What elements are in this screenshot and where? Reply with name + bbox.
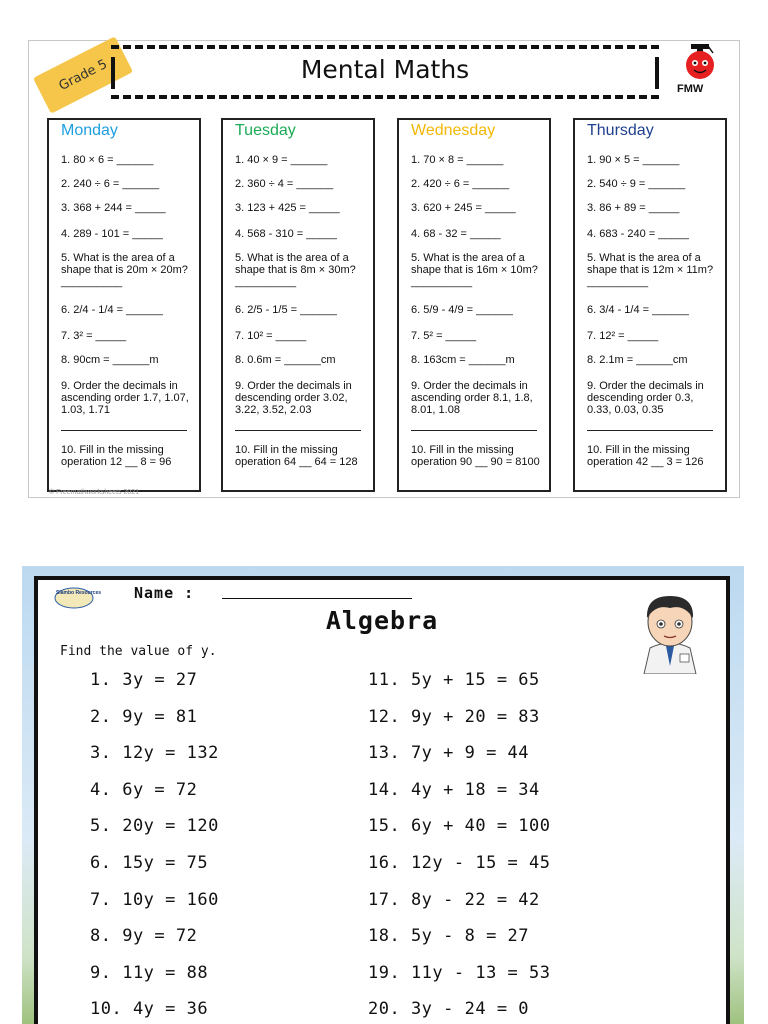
instruction-text: Find the value of y. bbox=[60, 644, 217, 659]
day-heading: Tuesday bbox=[235, 122, 296, 139]
equation-1: 1. 3y = 27 bbox=[90, 670, 198, 690]
scientist-illustration-icon bbox=[614, 582, 726, 674]
question-1: 1. 80 × 6 = ______ bbox=[61, 154, 154, 166]
question-10: 10. Fill in the missing operation 64 __ 64 = 128 bbox=[235, 444, 358, 468]
name-field-line[interactable] bbox=[222, 598, 412, 599]
question-8: 8. 2.1m = ______cm bbox=[587, 354, 688, 366]
question-9: 9. Order the decimals in descending order 3.02, 3.22, 3.52, 2.03 bbox=[235, 380, 352, 416]
title-frame bbox=[111, 45, 659, 99]
algebra-title: Algebra bbox=[325, 606, 439, 635]
equation-13: 13. 7y + 9 = 44 bbox=[368, 743, 530, 764]
question-4: 4. 289 - 101 = _____ bbox=[61, 228, 163, 240]
question-10: 10. Fill in the missing operation 90 __ 90 = 8100 bbox=[411, 444, 540, 468]
question-5: 5. What is the area of a shape that is 12m × 11m? __________ bbox=[587, 252, 714, 288]
question-9: 9. Order the decimals in descending order 0.3, 0.33, 0.03, 0.35 bbox=[587, 380, 704, 416]
equation-16: 16. 12y - 15 = 45 bbox=[368, 853, 551, 873]
equation-20: 20. 3y - 24 = 0 bbox=[368, 999, 530, 1020]
algebra-worksheet bbox=[34, 576, 730, 1024]
day-heading: Wednesday bbox=[411, 122, 496, 139]
equation-11: 11. 5y + 15 = 65 bbox=[368, 670, 540, 690]
question-8: 8. 0.6m = ______cm bbox=[235, 354, 336, 366]
question-2: 2. 360 ÷ 4 = ______ bbox=[235, 178, 334, 190]
question-7: 7. 12² = _____ bbox=[587, 330, 659, 342]
question-7: 7. 10² = _____ bbox=[235, 330, 307, 342]
equation-3: 3. 12y = 132 bbox=[90, 743, 219, 764]
worksheet-title: Mental Maths bbox=[300, 55, 470, 84]
fmw-logo-text: FMW bbox=[677, 83, 704, 95]
equation-12: 12. 9y + 20 = 83 bbox=[368, 706, 540, 727]
question-2: 2. 540 ÷ 9 = ______ bbox=[587, 178, 686, 190]
name-label: Name : bbox=[134, 584, 195, 602]
question-6: 6. 3/4 - 1/4 = ______ bbox=[587, 304, 689, 316]
day-column-monday bbox=[47, 118, 201, 492]
question-2: 2. 420 ÷ 6 = ______ bbox=[411, 178, 510, 190]
question-8: 8. 163cm = ______m bbox=[411, 354, 515, 366]
question-5: 5. What is the area of a shape that is 8m × 30m? __________ bbox=[235, 252, 356, 288]
question-3: 3. 368 + 244 = _____ bbox=[61, 202, 166, 214]
question-4: 4. 68 - 32 = _____ bbox=[411, 228, 501, 240]
equation-7: 7. 10y = 160 bbox=[90, 889, 219, 910]
day-column-wednesday bbox=[397, 118, 551, 492]
slambo-logo-text: Slambo Resources bbox=[56, 590, 102, 596]
equation-14: 14. 4y + 18 = 34 bbox=[368, 779, 540, 800]
answer-line[interactable] bbox=[411, 430, 537, 431]
day-heading: Thursday bbox=[587, 122, 654, 139]
question-3: 3. 620 + 245 = _____ bbox=[411, 202, 516, 214]
question-7: 7. 5² = _____ bbox=[411, 330, 477, 342]
question-10: 10. Fill in the missing operation 12 __ 8 = 96 bbox=[61, 444, 172, 468]
day-column-thursday bbox=[573, 118, 727, 492]
mental-maths-worksheet bbox=[28, 40, 740, 498]
question-4: 4. 683 - 240 = _____ bbox=[587, 228, 689, 240]
question-4: 4. 568 - 310 = _____ bbox=[235, 228, 337, 240]
question-6: 6. 2/5 - 1/5 = ______ bbox=[235, 304, 337, 316]
question-10: 10. Fill in the missing operation 42 __ 3 = 126 bbox=[587, 444, 704, 468]
question-1: 1. 40 × 9 = ______ bbox=[235, 154, 328, 166]
question-1: 1. 90 × 5 = ______ bbox=[587, 154, 680, 166]
question-3: 3. 86 + 89 = _____ bbox=[587, 202, 680, 214]
answer-line[interactable] bbox=[587, 430, 713, 431]
question-3: 3. 123 + 425 = _____ bbox=[235, 202, 340, 214]
equation-4: 4. 6y = 72 bbox=[90, 779, 198, 800]
equation-9: 9. 11y = 88 bbox=[90, 962, 209, 983]
equation-15: 15. 6y + 40 = 100 bbox=[368, 816, 551, 837]
question-5: 5. What is the area of a shape that is 20m × 20m? __________ bbox=[61, 252, 188, 288]
equation-5: 5. 20y = 120 bbox=[90, 816, 219, 837]
question-9: 9. Order the decimals in ascending order 1.7, 1.07, 1.03, 1.71 bbox=[61, 380, 189, 416]
question-5: 5. What is the area of a shape that is 16m × 10m? __________ bbox=[411, 252, 538, 288]
day-heading: Monday bbox=[61, 122, 118, 139]
equation-19: 19. 11y - 13 = 53 bbox=[368, 962, 551, 983]
equation-18: 18. 5y - 8 = 27 bbox=[368, 926, 530, 947]
copyright-text: © Freemathworksheets 2021 bbox=[49, 489, 139, 496]
day-column-tuesday bbox=[221, 118, 375, 492]
grade-badge: Grade 5 bbox=[33, 36, 133, 113]
question-9: 9. Order the decimals in ascending order 8.1, 1.8, 8.01, 1.08 bbox=[411, 380, 533, 416]
question-6: 6. 5/9 - 4/9 = ______ bbox=[411, 304, 513, 316]
question-2: 2. 240 ÷ 6 = ______ bbox=[61, 178, 160, 190]
equation-10: 10. 4y = 36 bbox=[90, 999, 209, 1020]
question-7: 7. 3² = _____ bbox=[61, 330, 127, 342]
question-6: 6. 2/4 - 1/4 = ______ bbox=[61, 304, 163, 316]
question-1: 1. 70 × 8 = ______ bbox=[411, 154, 504, 166]
answer-line[interactable] bbox=[235, 430, 361, 431]
equation-8: 8. 9y = 72 bbox=[90, 926, 198, 947]
equation-6: 6. 15y = 75 bbox=[90, 853, 209, 873]
equation-17: 17. 8y - 22 = 42 bbox=[368, 889, 540, 910]
equation-2: 2. 9y = 81 bbox=[90, 706, 198, 727]
answer-line[interactable] bbox=[61, 430, 187, 431]
question-8: 8. 90cm = ______m bbox=[61, 354, 159, 366]
